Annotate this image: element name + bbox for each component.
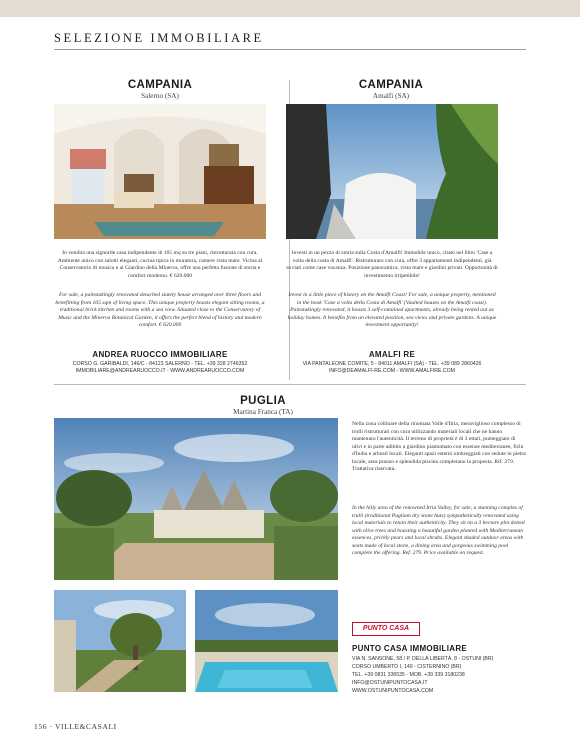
row-divider	[54, 384, 526, 385]
agency-web[interactable]: INFO@DEAMALFI-RE.COM - WWW.AMALFIRE.COM	[328, 368, 456, 374]
listing-region: CAMPANIA	[358, 79, 424, 91]
listing-photo-garden[interactable]	[54, 590, 186, 692]
top-band	[0, 0, 580, 17]
listing-city: Martina Franca (TA)	[233, 408, 293, 416]
listing-region: PUGLIA	[240, 395, 286, 407]
agency-address-1: VIA N. SANSONE, 58 / P. DELLA LIBERTÀ, 8 - OSTUNI (BR)	[352, 656, 494, 662]
listing-description-en: Invest in a little piece of history on the Amalfi Coast! For sale, a unique property, mentioned in the book 'Case a volta della Costa di Amalfi' (Vaulted houses on the Amalfi coast). Painstakingly renovated, it boasts 3 self-contained apartments, already being rented out as holiday homes. It benefits from an elevated position, sea views and private gardens. A unique investment opportunity!	[287, 292, 497, 328]
agency-address: VIA PANTALEONE COMITE, 5 - 84011 AMALFI (SA) - TEL. +39 089 2860426	[302, 361, 482, 367]
agency-name: AMALFI RE	[368, 350, 416, 359]
listing-description-it: Nella zona collinare della rinomata Valle d'Itria, meraviglioso complesso di trulli ristrutturati con cura utilizzando materiali locali che ne hanno mantenuto l'autenticità. Il terreno di proprietà è di 3 ettari, punteggiato di ulivi e in parte adibito a giardino piantumato con essenze mediterranee, fichi d'India e arbusti locali. Eleganti spazi esterni ombreggiati con sedute in pietra locale, area pranzo e splendida piscina completano la proposta. Rif. 279. Trattativa riservata.	[352, 421, 526, 472]
agency-name: PUNTO CASA IMMOBILIARE	[352, 644, 468, 653]
listing-description-it: In vendita una signorile casa indipendente di 165 mq su tre piani, ristrutturata con cura. Ambiente unico con salotti eleganti, cucina tipica in muratura, camere vista mare. Vicina al Conservatorio di musica e al Giardino della Minerva, offre una perfetta fusione di storia e comfort moderno. € 620.000	[57, 250, 263, 279]
page-footer: 156 · VILLE&CASALI	[34, 722, 117, 731]
punto-casa-logo: PUNTO CASA	[352, 622, 420, 636]
agency-address: CORSO G. GARIBALDI, 146/C - 84123 SALERNO - TEL. +39 328 2746352	[72, 361, 248, 367]
agency-email[interactable]: INFO@OSTUNIPUNTOCASA.IT	[352, 680, 428, 686]
listing-description-en: For sale, a painstakingly renovated detached stately house arranged over three floors and benefitting from 165 sqm of living space. This unique property boasts elegant sitting rooms, a traditional brick kitchen and rooms with a sea view. Situated close to the Conservatory of Music and the Minerva Botanical Garden, it offers the perfect blend of history and modern comfort. € 620.000	[55, 292, 265, 328]
agency-website[interactable]: WWW.OSTUNIPUNTOCASA.COM	[352, 688, 434, 694]
section-rule	[54, 49, 526, 50]
listing-photo-amalfi[interactable]	[286, 104, 498, 239]
listing-city: Amalfi (SA)	[372, 92, 410, 100]
agency-name: ANDREA RUOCCO IMMOBILIARE	[92, 350, 228, 359]
agency-address-2: CORSO UMBERTO I, 149 - CISTERNINO (BR)	[352, 664, 462, 670]
section-title: SELEZIONE IMMOBILIARE	[54, 31, 264, 45]
agency-web[interactable]: IMMOBILIARE@ANDREARUOCCO.IT - WWW.ANDREARUOCCO.COM	[75, 368, 245, 374]
listing-region: CAMPANIA	[127, 79, 193, 91]
listing-city: Salerno (SA)	[141, 92, 179, 100]
agency-phone: TEL. +39 0831 336535 - MOB. +39 339 3180238	[352, 672, 465, 678]
listing-photo-salerno[interactable]	[54, 104, 266, 239]
listing-description-en: In the hilly area of the renowned Itria Valley, for sale, a stunning complex of trulli (traditional Pugliam dry stone huts) sympathetically renovated using local materials to retain their authenticity. They sit on a 3 hectare plot dotted with olive trees and boasting a beautiful garden planted with Mediterranean essences, prickly pears and local shrubs. Elegant shaded outdoor areas with seats made of local stone, a dining area and gorgeous swimming pool complete the offering. Ref. 279. Price available on request.	[352, 505, 525, 556]
listing-photo-trulli[interactable]	[54, 418, 338, 580]
listing-description-it: Investi in un pezzo di storia sulla Costa d'Amalfi! Immobile unico, citato nel libro 'Case a volta della costa di Amalfi'. Ristrutturato con cura, offre 3 appartamenti indipendenti, già avviati come case vacanza. Posizione panoramica, vista mare e giardini privati. Opportunità di investimento irripetibile!	[286, 250, 498, 279]
listing-photo-pool[interactable]	[195, 590, 338, 692]
